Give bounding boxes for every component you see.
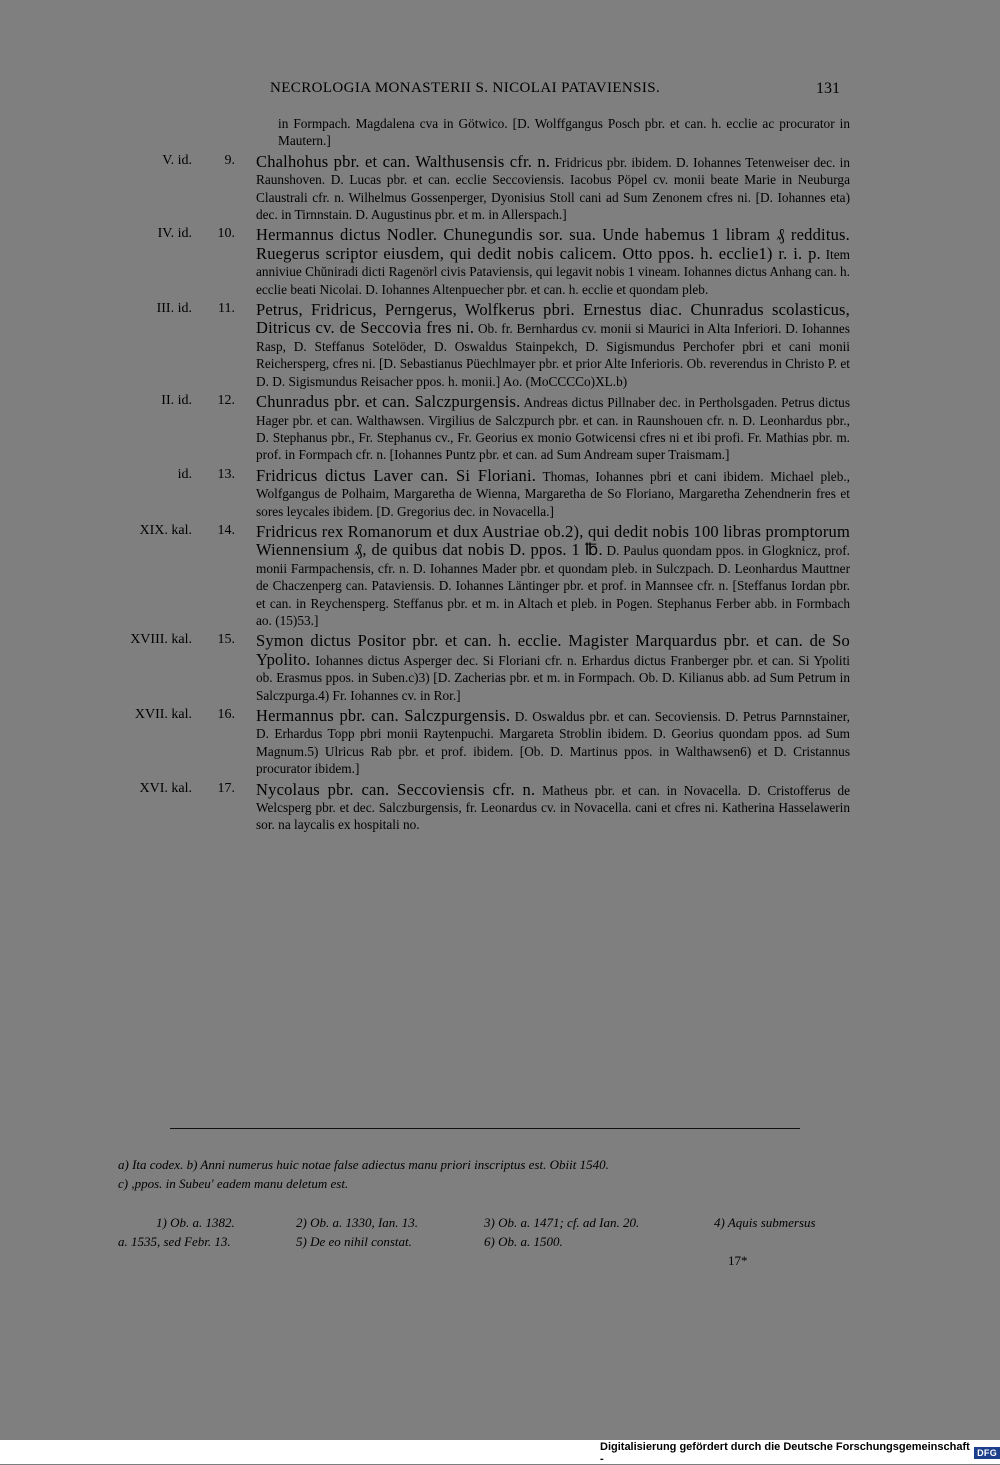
dfg-logo[interactable]: DFG: [974, 1447, 1000, 1459]
entry-body: Ob. fr. Bernhardus cv. monii si Maurici in Alta Inferiori. D. Iohannes Rasp, D. Steffanus Sotelöder, D. Oswaldus Stainpekch, D. Sigismundus Perchofer pbri et cani monii Reichersperg, cfres ni. [D. Sebastianus Püechlmayer pbr. et prior Alte Inferioris. Ob. reverendus in Christo P. et D. D. Sigismundus Reisacher ppos. h. monii.] Ao. (MoCCCCo)XL.b): [256, 321, 850, 389]
entry-date: id.: [177, 466, 192, 482]
entry-date: II. id.: [161, 393, 192, 409]
entry-date: III. id.: [156, 301, 192, 317]
necrology-entry: [0, 523, 1000, 629]
entry-day: 10.: [217, 226, 235, 242]
entry-day: 15.: [217, 632, 235, 648]
apparatus-line: c) ,ppos. in Subeu' eadem manu deletum est.: [118, 1176, 349, 1191]
footnote-row: [118, 1213, 858, 1232]
entry-day: 14.: [217, 522, 235, 538]
entry-text: [256, 226, 850, 298]
entry-text: [256, 632, 850, 704]
necrology-entries: [0, 115, 1000, 837]
entry-lead: Petrus, Fridricus, Perngerus, Wolfkerus pbri. Ernestus diac. Chunradus scolasticus, Ditricus cv. de Seccovia fres ni.: [256, 300, 850, 338]
entry-day: 16.: [217, 707, 235, 722]
entry-date: V. id.: [162, 152, 192, 168]
critical-apparatus: [118, 1155, 850, 1193]
entry-day: 11.: [218, 301, 235, 317]
entry-text: [256, 301, 850, 390]
digitization-credit: [600, 1441, 1000, 1465]
footnote: 2) Ob. a. 1330, Ian. 13.: [296, 1215, 419, 1230]
entry-body: D. Oswaldus pbr. et can. Secoviensis. D. Petrus Parnnstainer, D. Erhardus Topp pbri monii Raytenpuchi. Margareta Stroblin ibidem. D. Georius quondam ppos. ad Sum Magnum.5) Ulricus Rab pbr. et prof. ibidem. [Ob. D. Martinus ppos. in Walthawsen6) et D. Cristannus procurator ibidem.]: [256, 709, 850, 777]
entry-date: XVI. kal.: [139, 780, 192, 796]
entry-text: [256, 153, 850, 224]
necrology-entry: [0, 467, 1000, 520]
page-number: 131: [816, 80, 840, 97]
necrology-entry: [0, 226, 1000, 298]
necrology-entry: [0, 781, 1000, 834]
footnote: 3) Ob. a. 1471; cf. ad Ian. 20.: [484, 1215, 640, 1230]
entry-day: 9.: [224, 152, 235, 168]
entry-lead: Nycolaus pbr. can. Seccoviensis cfr. n.: [256, 779, 536, 799]
necrology-entry: [0, 707, 1000, 778]
entry-text: [256, 523, 850, 629]
entry-lead: Hermannus pbr. can. Salczpurgensis.: [256, 706, 511, 725]
entry-date: XIX. kal.: [139, 522, 192, 538]
entry-text: [256, 393, 850, 464]
entry-lead: Symon dictus Positor pbr. et can. h. ecclie. Magister Marquardus pbr. et can. de So Ypolito.: [256, 631, 850, 669]
entry-lead: Fridricus dictus Laver can. Si Floriani.: [256, 465, 537, 485]
historical-footnotes: [118, 1213, 858, 1251]
necrology-entry: [0, 153, 1000, 224]
entry-day: 12.: [217, 393, 235, 409]
entry-body: Andreas dictus Pillnaber dec. in Pertholsgaden. Petrus dictus Hager pbr. et can. Walthawsen. Virgilius de Salczpurch pbr. et can. in Raunshouen cfr. n. D. Leonhardus pbr., D. Stephanus pbr., Fr. Stephanus cv., Fr. Georius ex monio Gotwicensi cfres ni et ibi profi. Fr. Mathias pbr. m. prof. in Formpach cfr. n. [Iohannes Puntz pbr. et can. ad Sum Andream super Traismam.]: [256, 395, 850, 463]
entry-body: D. Paulus quondam ppos. in Glogknicz, prof. monii Farmpachensis, cfr. n. D. Iohannes Mader pbr. et quondam pleb. in Sulczpach. D. Leonhardus Mauttner de Chaczenperg can. Pataviensis. D. Iohannes Läntinger pbr. et prof. in Mannsee cfr. n. [Steffanus Iordan pbr. et can. in Reychensperg. Steffanus pbr. et m. in Altach et pleb. in Pogen. Stephanus Ferber abb. in Formbach ao. (15)53.]: [256, 543, 850, 628]
footnote: 1) Ob. a. 1382.: [156, 1215, 235, 1230]
footnote: a. 1535, sed Febr. 13.: [118, 1234, 231, 1249]
entry-lead: Chalhohus pbr. et can. Walthusensis cfr. n.: [256, 151, 551, 171]
footnote: 4) Aquis submersus: [714, 1215, 816, 1230]
entry-body: Thomas, Iohannes pbri et cani ibidem. Michael pleb., Wolfgangus de Polhaim, Margaretha de Wienna, Margaretha de So Floriano, Margaretha Zehendnerin fres et sores leycales ibidem. [D. Gregorius dec. in Novacella.]: [256, 468, 850, 519]
entry-date: XVII. kal.: [134, 707, 192, 722]
entry-body: Iohannes dictus Asperger dec. Si Floriani cfr. n. Erhardus dictus Franberger pbr. et can. Si Ypoliti ob. Erasmus ppos. in Suben.c)3) [D. Zacherias pbr. et m. in Formpach. Ob. D. Kilianus abb. ad Sum Petrum in Salczpurga.4) Fr. Iohannes cv. in Ror.]: [256, 652, 850, 703]
entry-body: Fridricus pbr. ibidem. D. Iohannes Tetenweiser dec. in Raunshoven. D. Lucas pbr. et can. ecclie Seccoviensis. Iacobus Pöpel cv. monii beate Marie in Neuburga Claustrali cfr. n. Wilhelmus Gossenperger, Dyonisius Stoll cani ad Sum Zenonem cfres ni. [D. Iohannes eta) dec. in Tirnnstain. D. Augustinus pbr. et m. in Allerspach.]: [256, 154, 850, 223]
entry-day: 13.: [217, 466, 235, 482]
necrology-entry: [0, 115, 1000, 150]
entry-body: Matheus pbr. et can. in Novacella. D. Cristofferus de Welcsperg pbr. et dec. Salczburgensis, fr. Leonardus cv. in Novacella. cani et cfres ni. Katherina Hasselawerin sor. na laycalis ex hospitali no.: [256, 782, 850, 833]
signature-mark: 17*: [728, 1253, 748, 1268]
entry-body: Item anniviue Chŭniradi dicti Ragenörl civis Pataviensis, qui legavit nobis 1 vineam. Iohannes dictus Anhang can. h. ecclie beati Nicolai. D. Iohannes Altenpuecher pbr. et can. h. ecclie et quondam pleb.: [256, 246, 850, 297]
entry-text: [256, 467, 850, 520]
entry-lead: Fridricus rex Romanorum et dux Austriae ob.2), qui dedit nobis 100 libras promptorum Wiennensium ₰, de quibus dat nobis D. ppos. 1 ℔.: [256, 521, 850, 560]
entry-date: XVIII. kal.: [130, 632, 192, 648]
footnote-divider: [170, 1128, 800, 1129]
running-header: [0, 80, 1000, 104]
entry-date: IV. id.: [157, 226, 192, 242]
entry-day: 17.: [217, 780, 235, 796]
credit-text: Digitalisierung gefördert durch die Deutsche Forschungsgemeinschaft -: [600, 1441, 970, 1465]
entry-lead: Hermannus dictus Nodler. Chunegundis sor. sua. Unde habemus 1 libram ₰ redditus. Ruegerus scriptor eiusdem, qui dedit nobis calicem. Otto ppos. h. ecclie1) r. i. p.: [256, 225, 850, 263]
footnote-row: [118, 1232, 858, 1251]
entry-text: [278, 115, 850, 150]
necrology-entry: [0, 632, 1000, 704]
entry-body: in Formpach. Magdalena cva in Götwico. [D. Wolffgangus Posch pbr. et can. h. ecclie ac procurator in Mautern.]: [278, 116, 850, 149]
entry-text: [256, 781, 850, 834]
apparatus-line: a) Ita codex. b) Anni numerus huic notae false adiectus manu priori inscriptus est. Obiit 1540.: [118, 1157, 609, 1172]
running-title: NECROLOGIA MONASTERII S. NICOLAI PATAVIENSIS.: [270, 80, 661, 96]
footnote: 6) Ob. a. 1500.: [484, 1234, 563, 1249]
entry-text: [256, 707, 850, 778]
footnote: 5) De eo nihil constat.: [296, 1234, 412, 1249]
entry-lead: Chunradus pbr. et can. Salczpurgensis.: [256, 392, 521, 412]
necrology-entry: [0, 301, 1000, 390]
necrology-entry: [0, 393, 1000, 464]
